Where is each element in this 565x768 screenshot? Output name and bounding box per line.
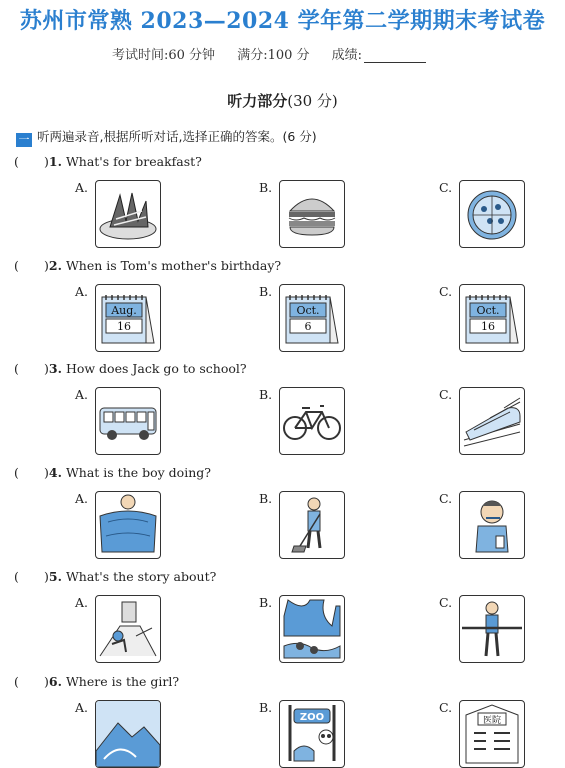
pizza-icon — [459, 180, 525, 248]
train-icon — [459, 387, 525, 455]
question-text: What is the boy doing? — [65, 465, 211, 480]
calendar-month: Aug. — [111, 304, 137, 317]
section-heading — [0, 90, 565, 111]
question-text: When is Tom's mother's birthday? — [65, 258, 282, 273]
sweeping-floor-icon — [279, 491, 345, 559]
answer-blank[interactable]: ( — [14, 154, 19, 169]
grade-blank — [364, 62, 426, 63]
answer-blank[interactable]: ( — [14, 569, 19, 584]
question-number: 3. — [48, 361, 62, 376]
question-text: Where is the girl? — [65, 674, 180, 689]
exam-info — [112, 44, 462, 63]
question-text: What's the story about? — [65, 569, 217, 584]
story-scene-icon — [95, 595, 161, 663]
instruction — [16, 127, 317, 147]
bus-icon — [95, 387, 161, 455]
bicycle-icon — [279, 387, 345, 455]
question-number: 6. — [48, 674, 62, 689]
hamburger-icon — [279, 180, 345, 248]
answer-blank[interactable]: ( — [14, 258, 19, 273]
calendar-day: 16 — [117, 320, 131, 333]
brushing-teeth-icon — [459, 491, 525, 559]
calendar-icon — [279, 284, 345, 352]
zoo-sign: ZOO — [299, 712, 325, 723]
calendar-day: 16 — [481, 320, 495, 333]
question-text: How does Jack go to school? — [65, 361, 247, 376]
calendar-day: 6 — [304, 320, 312, 333]
instruction-text: 听两遍录音,根据所听对话,选择正确的答案。(6 分) — [37, 129, 317, 144]
full-score: 满分:100 分 — [237, 48, 310, 63]
grade-label: 成绩: — [332, 48, 444, 63]
exam-time: 考试时间:60 分钟 — [112, 48, 216, 63]
zoo-icon — [279, 700, 345, 768]
hospital-sign: 医院 — [482, 716, 502, 726]
section-title: 听力部分 — [227, 92, 288, 110]
making-bed-icon — [95, 491, 161, 559]
section-points: (30 分) — [287, 92, 338, 110]
question-text: What's for breakfast? — [65, 154, 202, 169]
question-number: 5. — [48, 569, 62, 584]
calendar-icon — [459, 284, 525, 352]
mountain-icon — [95, 700, 161, 768]
answer-blank[interactable]: ( — [14, 361, 19, 376]
answer-blank[interactable]: ( — [14, 465, 19, 480]
calendar-month: Oct. — [296, 304, 320, 317]
calendar-month: Oct. — [476, 304, 500, 317]
hospital-icon — [459, 700, 525, 768]
question-number: 2. — [48, 258, 62, 273]
question-number: 1. — [48, 154, 62, 169]
page-title: 苏州市常熟 2023—2024 学年第二学期期末考试卷 — [19, 8, 546, 34]
calendar-icon — [95, 284, 161, 352]
waterfall-scene-icon — [279, 595, 345, 663]
answer-blank[interactable]: ( — [14, 674, 19, 689]
noodles-plate-icon — [95, 180, 161, 248]
section-number-badge: 一 — [16, 133, 32, 147]
question-number: 4. — [48, 465, 62, 480]
balancing-man-icon — [459, 595, 525, 663]
